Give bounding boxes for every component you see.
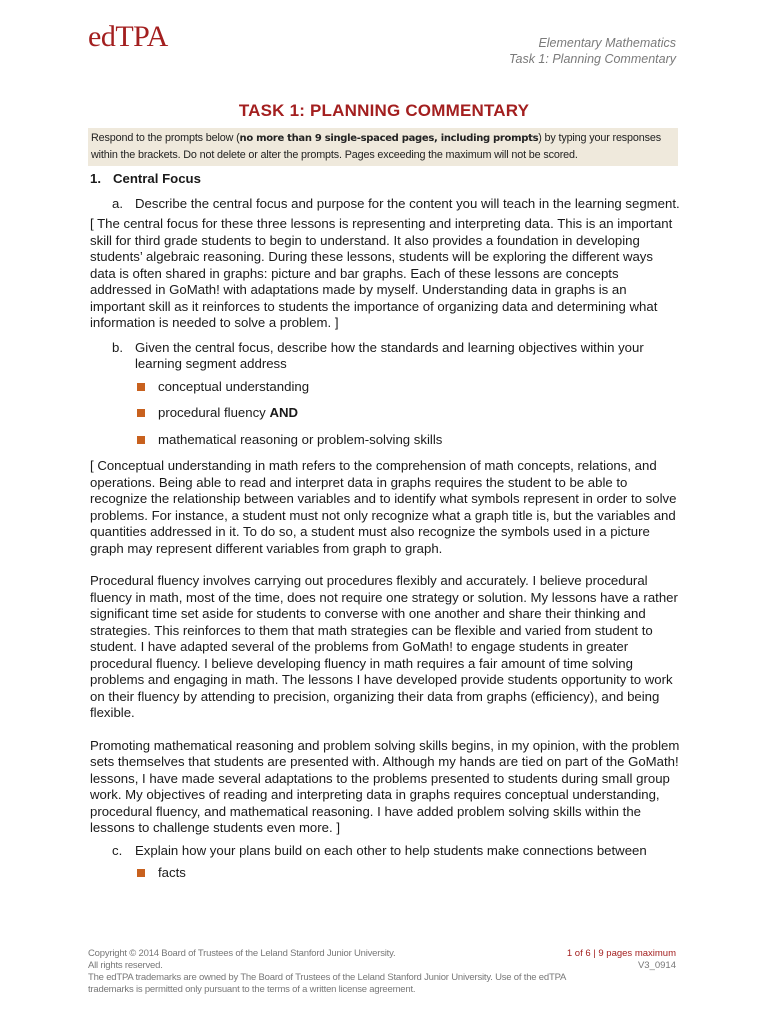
prompt-b-letter: b. bbox=[112, 339, 123, 355]
header-subject: Elementary Mathematics bbox=[538, 36, 676, 50]
response-b-reasoning[interactable]: Promoting mathematical reasoning and problem solving skills begins, in my opinion, with the problem sets themselves that students are presented with. Although my hands are tied on part of the GoMath! lessons, I have made several adaptations to the problems presented to students during small group work. My objectives of reading and interpreting data in graphs requires conceptual understanding, procedural fluency, and mathematical reasoning. I have added problem solving skills within the lessons to challenge students even more. ] bbox=[90, 737, 680, 835]
square-bullet-icon bbox=[137, 383, 145, 391]
prompt-c-text: Explain how your plans build on each other to help students make connections between bbox=[135, 842, 647, 858]
list-item bbox=[90, 379, 680, 396]
footer-rights: All rights reserved. bbox=[88, 960, 163, 971]
square-bullet-icon bbox=[137, 436, 145, 444]
prompt-c-bullets bbox=[90, 865, 680, 882]
square-bullet-icon bbox=[137, 869, 145, 877]
instructions-bold: no more than 9 single-spaced pages, including prompts bbox=[239, 133, 539, 144]
section-title: Central Focus bbox=[113, 171, 201, 186]
prompt-c bbox=[90, 843, 680, 860]
prompt-b bbox=[90, 340, 680, 373]
list-item bbox=[90, 865, 680, 882]
prompt-a-text: Describe the central focus and purpose for the content you will teach in the learning segment. bbox=[135, 195, 680, 211]
commentary-content bbox=[90, 171, 680, 892]
bullet-text: conceptual understanding bbox=[158, 378, 310, 394]
response-b-conceptual[interactable]: [ Conceptual understanding in math refers to the comprehension of math concepts, relations, and operations. Being able to read and interpret data in graphs requires the student to be able to recognize the relationship between variables and to identify what symbols represent in order to solve problems. For instance, a student must not only recognize what a graph title is, but the variables and quantities addressed in it. To do so, a student must also recognize the symbols used in a picture graph may represent different variables from graph to graph. bbox=[90, 458, 677, 556]
section-heading bbox=[90, 171, 680, 188]
instructions-text-1: Respond to the prompts below ( bbox=[91, 132, 240, 144]
version-label: V3_0914 bbox=[637, 960, 676, 971]
prompt-b-text: Given the central focus, describe how the standards and learning objectives within your learning segment address bbox=[135, 339, 644, 371]
bullet-text: facts bbox=[158, 865, 186, 880]
prompt-a-letter: a. bbox=[112, 195, 123, 211]
response-a[interactable]: [ The central focus for these three lessons is representing and interpreting data. This is an important skill for third grade students to begin to understand. It also provides a foundation in developing students’ algebraic reasoning. During these lessons, students will be exploring the different ways data is often shared in graphs: picture and bar graphs. Each of these lessons are concepts addressed in GoMath! with adaptations made by myself. Understanding data in graphs is an important skill as it reinforces to students the importance of organizing data and determining what information is needed to solve a problem. ] bbox=[90, 216, 673, 330]
footer-copyright: Copyright © 2014 Board of Trustees of the Leland Stanford Junior University. bbox=[88, 948, 396, 959]
page-title: TASK 1: PLANNING COMMENTARY bbox=[238, 101, 530, 120]
bullet-text: mathematical reasoning or problem-solving skills bbox=[158, 431, 443, 447]
prompt-c-letter: c. bbox=[112, 842, 123, 858]
bullet-bold-text: AND bbox=[269, 405, 299, 420]
square-bullet-icon bbox=[137, 409, 145, 417]
edtpa-logo: edTPA bbox=[88, 20, 168, 53]
list-item bbox=[90, 432, 680, 449]
list-item bbox=[90, 405, 680, 422]
instructions-text-2: ) by typing your responses within the brackets. Do not delete or alter the prompts. Pages exceeding the maximum will not be scored. bbox=[91, 132, 661, 161]
response-b-procedural[interactable]: Procedural fluency involves carrying out procedures flexibly and accurately. I believe procedural fluency in math, most of the time, does not require one strategy or solution. My lessons have a rather significant time set aside for students to converse with one another and share their thinking and strategies. This reinforces to them that math strategies can be flexible and varied from student to student. I have adapted several of the problems from GoMath! to engage students in greater procedural fluency. I believe developing fluency in math requires a fair amount of time solving problems and engaging in math. The lessons I have developed provide students opportunity to work on their fluency by attending to precision, organizing their data from graphs (efficiency), and being flexible. bbox=[90, 573, 678, 720]
footer-legal bbox=[88, 948, 568, 996]
header-task: Task 1: Planning Commentary bbox=[509, 52, 676, 66]
bullet-text: procedural fluency bbox=[158, 405, 270, 420]
header-info bbox=[509, 35, 676, 67]
footer-page-info bbox=[567, 948, 676, 972]
prompt-b-bullets bbox=[90, 379, 680, 449]
page-number: 1 of 6 | 9 pages maximum bbox=[566, 948, 676, 959]
instructions-box bbox=[88, 128, 678, 166]
section-number: 1. bbox=[90, 171, 101, 186]
footer-trademark: The edTPA trademarks are owned by The Board of Trustees of the Leland Stanford Junior University. Use of the edTPA trademarks is permitted only pursuant to the terms of a written license agreement. bbox=[88, 972, 566, 995]
prompt-a bbox=[90, 196, 680, 213]
